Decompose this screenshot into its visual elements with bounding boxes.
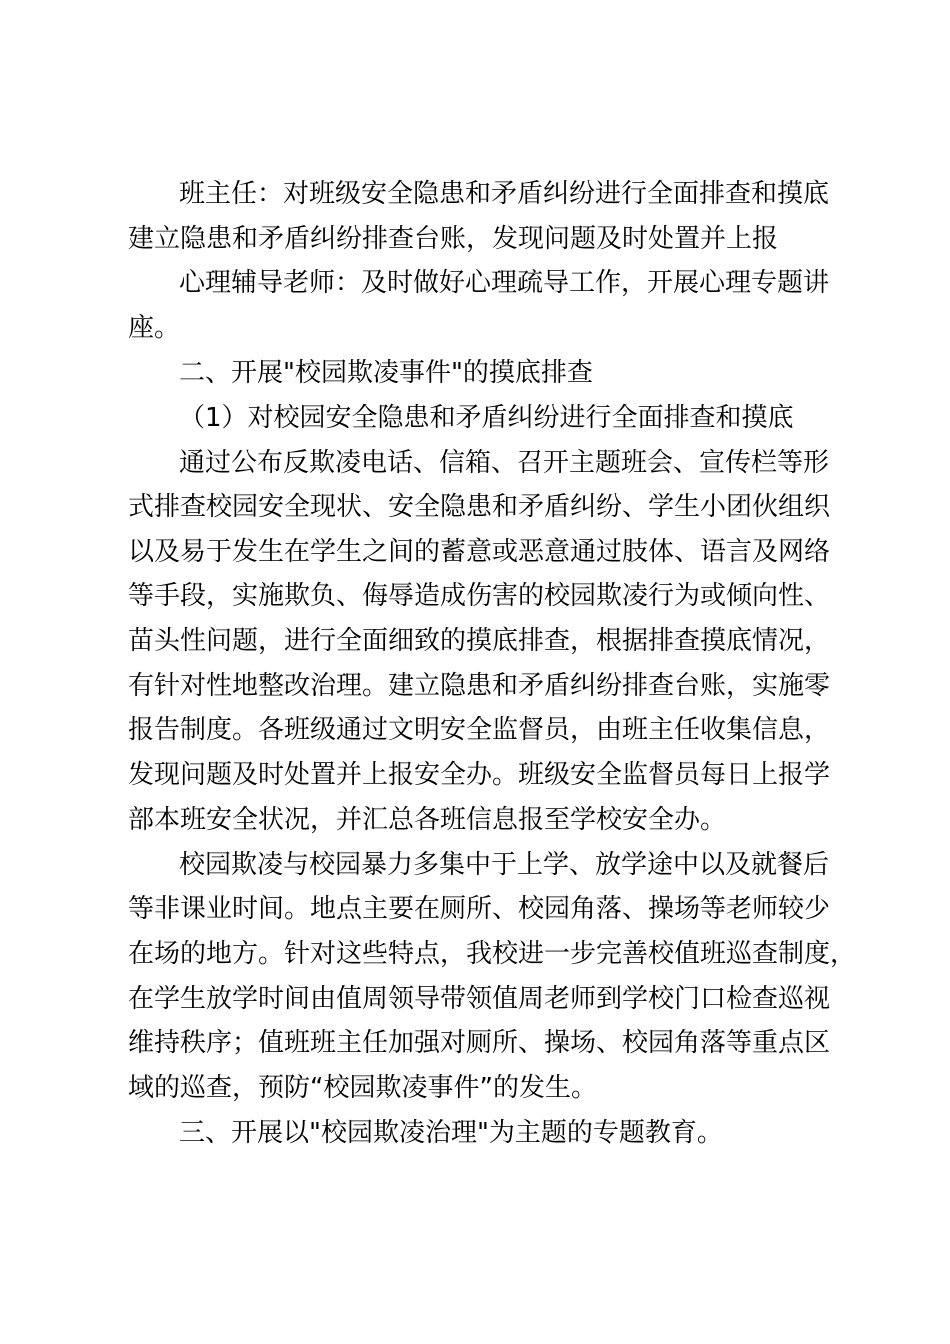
paragraph-line: 发现问题及时处置并上报安全办。班级安全监督员每日上报学 <box>128 760 831 790</box>
paragraph-line: 等非课业时间。地点主要在厕所、校园角落、操场等老师较少 <box>128 894 831 924</box>
paragraph-line: 以及易于发生在学生之间的蓄意或恶意通过肢体、语言及网络 <box>128 537 831 567</box>
section-heading: 二、开展"校园欺凌事件"的摸底排查 <box>179 358 593 388</box>
paragraph-line: 心理辅导老师：及时做好心理疏导工作，开展心理专题讲 <box>179 268 830 298</box>
paragraph-line: 域的巡查，预防“校园欺凌事件”的发生。 <box>128 1073 597 1103</box>
paragraph-line: 在场的地方。针对这些特点，我校进一步完善校值班巡查制度， <box>128 939 857 969</box>
section-heading: 三、开展以"校园欺凌治理"为主题的专题教育。 <box>179 1118 723 1148</box>
subsection-heading: （1）对校园安全隐患和矛盾纠纷进行全面排查和摸底 <box>179 403 794 433</box>
paragraph-line: 式排查校园安全现状、安全隐患和矛盾纠纷、学生小团伙组织 <box>128 492 831 522</box>
paragraph-line: 在学生放学时间由值周领导带领值周老师到学校门口检查巡视 <box>128 984 831 1014</box>
paragraph-line: 通过公布反欺凌电话、信箱、召开主题班会、宣传栏等形 <box>179 448 830 478</box>
paragraph-line: 座。 <box>128 313 181 343</box>
paragraph-line: 维持秩序；值班班主任加强对厕所、操场、校园角落等重点区 <box>128 1028 831 1058</box>
paragraph-line: 苗头性问题，进行全面细致的摸底排查，根据排查摸底情况， <box>128 626 831 656</box>
paragraph-line: 等手段，实施欺负、侮辱造成伤害的校园欺凌行为或倾向性、 <box>128 581 831 611</box>
paragraph-line: 班主任：对班级安全隐患和矛盾纠纷进行全面排查和摸底 <box>179 179 830 209</box>
paragraph-line: 校园欺凌与校园暴力多集中于上学、放学途中以及就餐后 <box>179 850 830 880</box>
paragraph-line: 建立隐患和矛盾纠纷排查台账，发现问题及时处置并上报 <box>128 224 779 254</box>
paragraph-line: 报告制度。各班级通过文明安全监督员，由班主任收集信息， <box>128 715 831 745</box>
paragraph-line: 部本班安全状况，并汇总各班信息报至学校安全办。 <box>128 805 727 835</box>
paragraph-line: 有针对性地整改治理。建立隐患和矛盾纠纷排查台账，实施零 <box>128 671 831 701</box>
